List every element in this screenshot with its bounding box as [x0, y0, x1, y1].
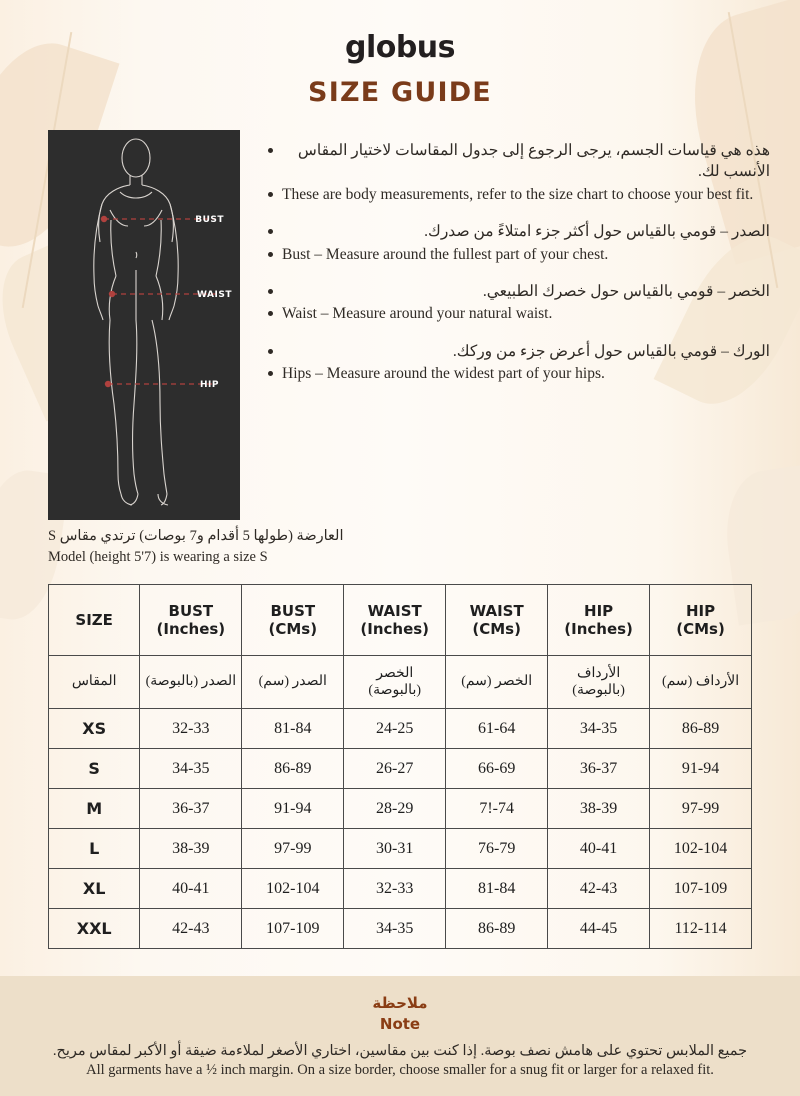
size-chart-table: [48, 584, 752, 949]
bullet-icon: [268, 289, 273, 294]
cell-hip-cms: 86-89: [650, 709, 752, 749]
cell-waist-cms: 86-89: [446, 909, 548, 949]
cell-waist-inches: 30-31: [344, 829, 446, 869]
column-header-arabic: الأرداف (بالبوصة): [548, 656, 650, 709]
table-row: [49, 749, 752, 789]
instruction-english: These are body measurements, refer to the size chart to choose your best fit.: [282, 185, 754, 203]
cell-size: S: [49, 749, 140, 789]
instruction-english: Waist – Measure around your natural waist.: [282, 305, 553, 323]
cell-hip-inches: 34-35: [548, 709, 650, 749]
measurement-section: [0, 108, 800, 520]
column-header-arabic: الخصر (بالبوصة): [344, 656, 446, 709]
cell-bust-cms: 107-109: [242, 909, 344, 949]
cell-waist-cms: 61-64: [446, 709, 548, 749]
note-heading-english: Note: [379, 1015, 421, 1033]
note-heading-arabic: ملاحظة: [372, 994, 428, 1012]
table-row: [49, 829, 752, 869]
footer-note: [0, 976, 800, 1096]
model-figure: [48, 130, 240, 520]
cell-bust-inches: 42-43: [140, 909, 242, 949]
column-header-arabic: الخصر (سم): [446, 656, 548, 709]
column-header-arabic: الصدر (بالبوصة): [140, 656, 242, 709]
hip-measure-line: [105, 380, 219, 390]
cell-waist-cms: 81-84: [446, 869, 548, 909]
column-header: WAIST (Inches): [344, 585, 446, 656]
cell-size: XXL: [49, 909, 140, 949]
model-note-english: Model (height 5'7) is wearing a size S: [48, 549, 268, 566]
column-header: BUST (Inches): [140, 585, 242, 656]
cell-size: XL: [49, 869, 140, 909]
brand-logo: globus: [344, 30, 456, 65]
cell-hip-cms: 112-114: [650, 909, 752, 949]
cell-bust-inches: 36-37: [140, 789, 242, 829]
bullet-icon: [268, 371, 273, 376]
cell-bust-inches: 34-35: [140, 749, 242, 789]
hip-label: HIP: [200, 380, 219, 390]
table-header-row-arabic: [49, 656, 752, 709]
instructions-list: [268, 130, 770, 520]
instruction-item: [268, 221, 770, 265]
column-header: HIP (Inches): [548, 585, 650, 656]
cell-bust-cms: 81-84: [242, 709, 344, 749]
column-header: BUST (CMs): [242, 585, 344, 656]
note-body-english: All garments have a ½ inch margin. On a size border, choose smaller for a snug fit or larger for a relaxed fit.: [86, 1062, 714, 1078]
cell-bust-inches: 40-41: [140, 869, 242, 909]
instruction-arabic: الصدر – قومي بالقياس حول أكثر جزء امتلاءً من صدرك.: [424, 223, 770, 241]
cell-bust-inches: 38-39: [140, 829, 242, 869]
cell-waist-inches: 26-27: [344, 749, 446, 789]
table-row: [49, 869, 752, 909]
bust-label: BUST: [195, 215, 224, 225]
table-row: [49, 909, 752, 949]
page-header: [0, 0, 800, 108]
cell-hip-inches: 40-41: [548, 829, 650, 869]
bullet-icon: [268, 349, 273, 354]
bullet-icon: [268, 252, 273, 257]
cell-hip-cms: 107-109: [650, 869, 752, 909]
bullet-icon: [268, 192, 273, 197]
cell-waist-cms: 66-69: [446, 749, 548, 789]
bullet-icon: [268, 311, 273, 316]
cell-size: XS: [49, 709, 140, 749]
instruction-english: Bust – Measure around the fullest part of your chest.: [282, 245, 609, 263]
cell-size: L: [49, 829, 140, 869]
bullet-icon: [268, 229, 273, 234]
instruction-item: [268, 281, 770, 325]
page-title: SIZE GUIDE: [308, 77, 492, 108]
instruction-arabic: الخصر – قومي بالقياس حول خصرك الطبيعي.: [482, 282, 770, 300]
female-body-illustration: [48, 130, 240, 520]
cell-waist-cms: 7!-74: [446, 789, 548, 829]
table-row: [49, 789, 752, 829]
instruction-arabic: هذه هي قياسات الجسم، يرجى الرجوع إلى جدول المقاسات لاختيار المقاس الأنسب لك.: [297, 142, 770, 181]
waist-label: WAIST: [197, 290, 232, 300]
cell-waist-inches: 24-25: [344, 709, 446, 749]
instruction-item: [268, 140, 770, 205]
cell-waist-inches: 28-29: [344, 789, 446, 829]
column-header: SIZE: [49, 585, 140, 656]
model-note-arabic: العارضة (طولها 5 أقدام و7 بوصات) ترتدي مقاس S: [48, 528, 344, 544]
waist-measure-line: [109, 290, 233, 300]
column-header-arabic: الأرداف (سم): [650, 656, 752, 709]
size-chart-wrapper: [0, 568, 800, 949]
cell-hip-inches: 44-45: [548, 909, 650, 949]
cell-hip-inches: 38-39: [548, 789, 650, 829]
note-body-arabic: جميع الملابس تحتوي على هامش نصف بوصة. إذا كنت بين مقاسين، اختاري الأصغر لملاءمة ضيقة أو الأكبر لمقاس مريح.: [52, 1043, 748, 1059]
cell-hip-inches: 42-43: [548, 869, 650, 909]
column-header-arabic: الصدر (سم): [242, 656, 344, 709]
cell-waist-cms: 76-79: [446, 829, 548, 869]
cell-size: M: [49, 789, 140, 829]
bullet-icon: [268, 148, 273, 153]
cell-hip-inches: 36-37: [548, 749, 650, 789]
cell-bust-cms: 86-89: [242, 749, 344, 789]
table-header-row-english: [49, 585, 752, 656]
cell-hip-cms: 97-99: [650, 789, 752, 829]
bust-measure-line: [101, 215, 225, 225]
cell-bust-cms: 97-99: [242, 829, 344, 869]
cell-waist-inches: 34-35: [344, 909, 446, 949]
cell-bust-cms: 102-104: [242, 869, 344, 909]
table-row: [49, 709, 752, 749]
instruction-english: Hips – Measure around the widest part of your hips.: [282, 365, 605, 382]
instruction-item: [268, 341, 770, 385]
cell-hip-cms: 91-94: [650, 749, 752, 789]
instruction-arabic: الورك – قومي بالقياس حول أعرض جزء من وركك.: [452, 342, 770, 360]
cell-waist-inches: 32-33: [344, 869, 446, 909]
model-note: [0, 520, 800, 568]
column-header: HIP (CMs): [650, 585, 752, 656]
column-header: WAIST (CMs): [446, 585, 548, 656]
cell-bust-inches: 32-33: [140, 709, 242, 749]
column-header-arabic: المقاس: [49, 656, 140, 709]
cell-bust-cms: 91-94: [242, 789, 344, 829]
cell-hip-cms: 102-104: [650, 829, 752, 869]
